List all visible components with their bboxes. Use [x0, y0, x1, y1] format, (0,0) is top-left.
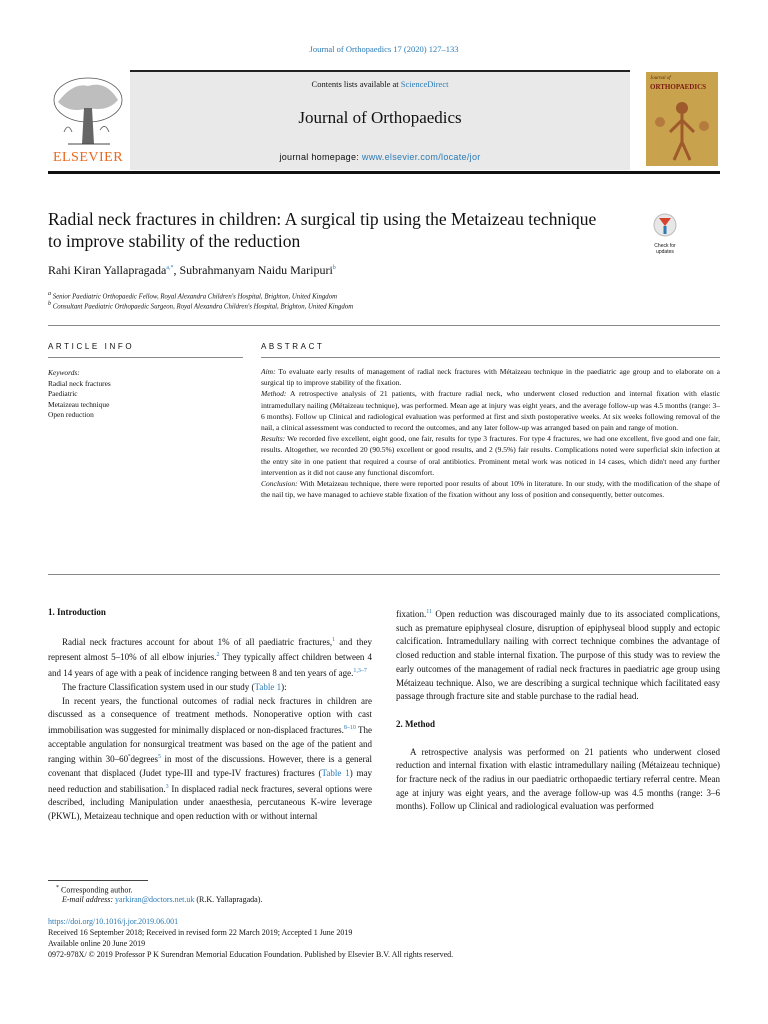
method-heading: 2. Method: [396, 718, 435, 729]
elsevier-wordmark: ELSEVIER: [52, 150, 124, 165]
text-run: In recent years, the functional outcomes of radial neck fractures in children are discussed as a consequence of treatment methods. Nonoperative option with cast immobilisation was suggested for minimally displaced or non-displaced fractures.: [48, 695, 372, 735]
body-paragraph: [396, 606, 720, 704]
abstract-text: A retrospective analysis of 21 patients, with fracture radial neck, who underwent closed reduction and internal fixation with elastic intramedullary nailing (Métaizeau technique), was performed. Mean age at injury was eight years, and the average follow-up was 4.5 months (range: 3–6 months). Follow up Clinical and radiological evaluation was performed at first and sixth postoperative weeks. At six weeks following removal of the nail, a clinical assessment was conducted to record the outcomes, and any later follow-up was arranged based on pain and range of motion.: [261, 389, 720, 433]
text-run: In displaced radial neck fractures, several options were described, including Manipulation under anaesthesia, percutaneous K-wire leverage (PKWL), Metaizeau technique and open reduction with or without internal: [48, 783, 373, 822]
corresponding-marker[interactable]: *: [170, 265, 174, 271]
intro-heading: 1. Introduction: [48, 607, 106, 617]
sciencedirect-link[interactable]: ScienceDirect: [400, 79, 449, 89]
journal-header: [48, 70, 720, 168]
affiliation-marker[interactable]: b: [332, 265, 336, 271]
text-run: ) may need reduction and stabilisation.: [48, 768, 373, 794]
section-rule: [48, 325, 720, 326]
keyword: Paediatric: [48, 389, 78, 398]
keywords-block: [48, 368, 111, 421]
text-run: They typically affect children between 4 and 14 years of age with a peak of incidence ranging between 8 and ten years of age.: [48, 652, 372, 679]
abstract-end-rule: [48, 574, 720, 575]
crossmark-line2: updates: [656, 249, 674, 255]
author-name: Rahi Kiran Yallapragada: [48, 263, 167, 277]
abstract-body: [261, 366, 720, 500]
degree-symbol: °: [128, 754, 131, 761]
reference-link[interactable]: 1,3–7: [353, 668, 367, 675]
journal-cover: [646, 72, 718, 166]
method-paragraph: A retrospective analysis was performed on 21 patients who underwent closed reduction and internal fixation with elastic intramedullary nailing (Métaizeau technique) for fracture neck of the radius in our paediatric orthopaedic tertiary referral centre. Mean age at injury was eight years, and the average follow-up was 4.5 months (range: 3–6 months). Follow up Clinical and radiological evaluation was performed: [396, 746, 720, 812]
abstract-label: Conclusion:: [261, 479, 298, 489]
crossmark-icon: [648, 212, 682, 238]
journal-masthead: [130, 70, 630, 170]
abstract-conclusion: [261, 478, 720, 500]
reference-link[interactable]: 11: [426, 609, 433, 615]
affiliation-a: [48, 291, 337, 300]
keywords-label: Keywords:: [48, 368, 80, 377]
crossmark-label: [648, 243, 682, 255]
author-separator: ,: [173, 263, 180, 277]
abstract-results: [261, 433, 720, 478]
keyword: Metaizeau technique: [48, 399, 110, 409]
table-link[interactable]: Table 1: [321, 768, 350, 779]
right-column: [396, 606, 720, 814]
left-column: [48, 606, 372, 824]
intro-paragraph: [48, 695, 372, 824]
journal-homepage: [130, 152, 630, 162]
text-run: and they represent almost 5–10% of all elbow injuries.: [48, 636, 372, 663]
footnote-text: (R.K. Yallapragada).: [194, 895, 263, 904]
intro-paragraph: [48, 634, 372, 681]
abstract-label: Method:: [261, 389, 287, 399]
contents-prefix: Contents lists available at: [311, 79, 401, 89]
author-name: Subrahmanyam Naidu Maripuri: [179, 263, 333, 277]
elsevier-logo: [48, 72, 128, 168]
text-run: The fracture Classification system used in our study (: [62, 681, 255, 692]
affiliation-text: Senior Paediatric Orthopaedic Fellow, Royal Alexandra Children's Hospital, Brighton, United Kingdom: [51, 293, 338, 301]
abstract-text: We recorded five excellent, eight good, one fair, results for type 3 fractures. For type 4 fractures, we had one excellent, five good and one fair, results. Altogether, we recorded 20 (90.5%) excellent or good results, and 2 (9.5%) fair results. Complications noted were superficial skin infection at the entry site in one patient that required a course of oral antibiotics. Prominent metal work was noticed in 14 cases, which didn't need any further intervention as it did not cause any functional discomfort.: [261, 434, 720, 477]
footnote-rule: [48, 880, 148, 881]
abstract-aim: [261, 366, 720, 388]
text-run: degrees: [130, 754, 158, 765]
affiliation-marker: a: [48, 291, 51, 297]
text-run: ):: [281, 681, 287, 692]
journal-citation[interactable]: Journal of Orthopaedics 17 (2020) 127–133: [309, 44, 459, 54]
contents-line: [130, 79, 630, 89]
email-note: [62, 894, 262, 905]
cover-figure-icon: [646, 72, 718, 166]
text-run: The acceptable angulation for nonsurgical treatment was based on the age of the patient and ranging within 30–60: [48, 724, 372, 765]
author-list: [48, 263, 336, 278]
affiliation-marker[interactable]: a,: [166, 265, 171, 271]
affiliation-text: Consultant Paediatric Orthopaedic Surgeon, Royal Alexandra Children's Hospital, Brighton, United Kingdom: [51, 303, 354, 311]
cover-journal-prefix: Journal of: [650, 76, 671, 81]
text-run: Open reduction was discouraged mainly due to its associated complications, such as premature epiphyseal closure, disruption of epiphyseal blood supply and ectopic calcification. Intramedullary nailing with correct technique combines the advantage of closed reduction and stable internal fixation. The purpose of this study was to review the early outcomes of the management of radial neck fractures in paediatric age group using Métaizeau technique. Also, we are describing a surgical technique which facilitated easy passage through fracture site and stable purchase to the radial head.: [396, 609, 720, 702]
article-info-rule: [48, 357, 243, 358]
abstract-label: Results:: [261, 434, 286, 444]
reference-link[interactable]: 1: [332, 636, 336, 643]
check-for-updates-badge[interactable]: [648, 212, 682, 255]
reference-link[interactable]: 8–10: [343, 724, 356, 731]
cover-journal-name: ORTHOPAEDICS: [650, 83, 707, 91]
text-run: in most of the discussions. However, there is a general covenant that displaced (Judet type-III and type-IV fractures) fractures (: [48, 754, 373, 779]
copyright-line: 0972-978X/ © 2019 Professor P K Surendran Memorial Education Foundation. Published by Elsevier B.V. All rights reserved.: [48, 950, 454, 959]
affiliation-marker: b: [48, 301, 51, 307]
reference-link[interactable]: 5: [157, 754, 161, 761]
keyword: Open reduction: [48, 410, 94, 419]
reference-link[interactable]: 2: [216, 652, 220, 659]
footnote-marker: *: [56, 885, 59, 891]
affiliation-b: [48, 301, 353, 310]
abstract-method: [261, 388, 720, 433]
abstract-label: Aim:: [261, 367, 276, 376]
article-info-heading: ARTICLE INFO: [48, 342, 135, 351]
keyword: Radial neck fractures: [48, 378, 111, 388]
intro-paragraph: [48, 681, 372, 695]
email-link[interactable]: yarkiran@doctors.net.uk: [115, 895, 195, 904]
reference-link[interactable]: 3: [165, 783, 169, 790]
text-run: Radial neck fractures account for about 1% of all paediatric fractures,: [62, 636, 333, 647]
email-label: E-mail address:: [62, 895, 116, 904]
abstract-text: With Metaizeau technique, there were reported poor results of about 10% in literature. In our study, with the modification of the shape of the nail tip, we have managed to achieve stable fixation of the fixation without any loss of position and consequently, better outcomes.: [261, 479, 720, 500]
received-dates: Received 16 September 2018; Received in revised form 22 March 2019; Accepted 1 June 2019: [48, 928, 353, 937]
crossmark-line1: Check for: [654, 243, 676, 249]
homepage-prefix: journal homepage:: [279, 152, 362, 162]
footnote-text: Corresponding author.: [59, 885, 133, 895]
available-online: Available online 20 June 2019: [48, 939, 146, 948]
journal-name: Journal of Orthopaedics: [298, 108, 462, 127]
header-rule: [48, 171, 720, 174]
abstract-heading: ABSTRACT: [261, 342, 325, 351]
homepage-link[interactable]: www.elsevier.com/locate/jor: [361, 152, 481, 162]
abstract-text: To evaluate early results of management of radial neck fractures with Métaizeau technique in the paediatric age group and to elaborate on a surgical tip to improve stability of the fixation.: [261, 367, 720, 388]
text-run: fixation.: [396, 609, 427, 619]
abstract-rule: [261, 357, 720, 358]
table-link[interactable]: Table 1: [254, 681, 282, 692]
article-title: Radial neck fractures in children: A surgical tip using the Metaizeau technique to improve stability of the reduction: [48, 209, 597, 251]
doi-link[interactable]: https://doi.org/10.1016/j.jor.2019.06.001: [48, 917, 179, 926]
